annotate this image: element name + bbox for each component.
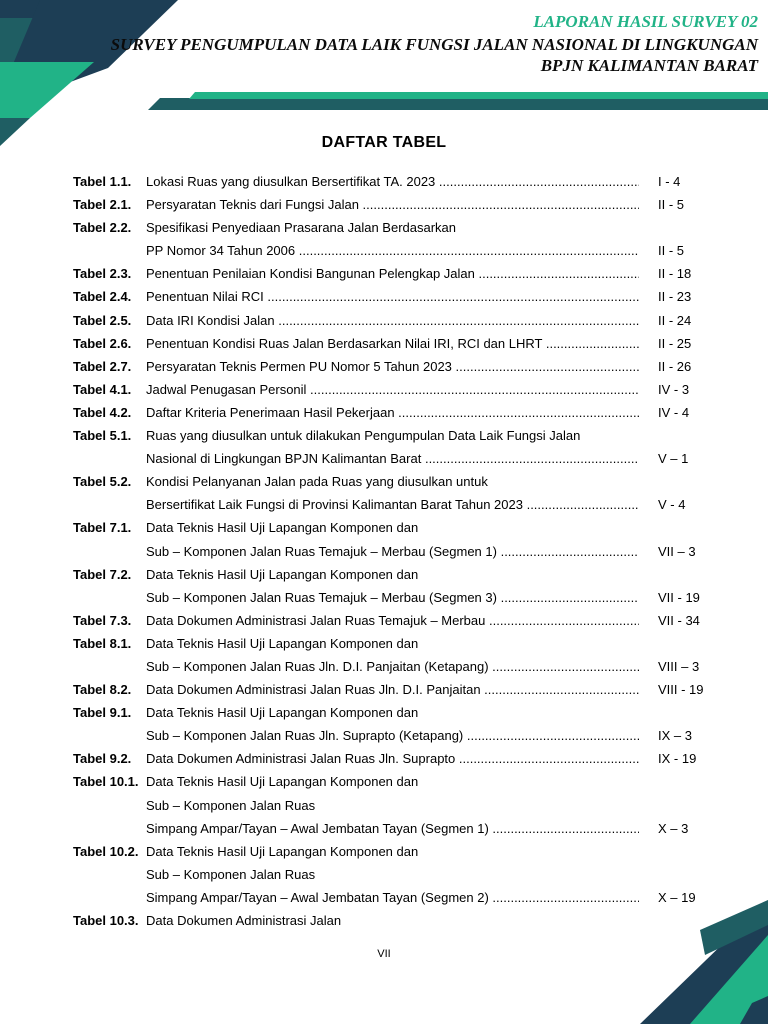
toc-entry-page: VII - 19 <box>658 589 700 605</box>
toc-entry-text: Data Dokumen Administrasi Jalan Ruas Jln. Suprapto ..... <box>146 747 639 770</box>
toc-row <box>73 747 713 770</box>
toc-entry-page: II - 26 <box>658 358 692 374</box>
toc-entry-text: Penentuan Nilai RCI ..... <box>146 285 639 308</box>
toc-row <box>73 678 713 701</box>
toc-entry-label: Tabel 2.2. <box>73 220 132 236</box>
toc-row <box>73 886 713 909</box>
toc-row <box>73 170 713 193</box>
toc-entry-page: II - 23 <box>658 289 692 305</box>
toc-row <box>73 724 713 747</box>
toc-row <box>73 470 713 493</box>
toc-entry-label: Tabel 2.4. <box>73 289 132 305</box>
toc-entry-page: VIII - 19 <box>658 682 704 698</box>
toc-entry-page: X – 19 <box>658 889 696 905</box>
toc-entry-text: Data Dokumen Administrasi Jalan <box>146 913 342 928</box>
report-header-label: LAPORAN HASIL SURVEY 02 <box>533 12 758 31</box>
toc-entry-label: Tabel 2.5. <box>73 312 132 328</box>
toc-entry-page: VII - 34 <box>658 612 700 628</box>
toc-entry-label: Tabel 10.3. <box>73 913 139 928</box>
toc-entry-text: Sub – Komponen Jalan Ruas Temajuk – Merbau (Segmen 1) ..... <box>146 540 639 563</box>
toc-entry-text: Data Teknis Hasil Uji Lapangan Komponen dan <box>146 774 419 790</box>
toc-entry-page: VIII – 3 <box>658 658 700 674</box>
toc-entry-text: Data Teknis Hasil Uji Lapangan Komponen dan <box>146 705 419 721</box>
toc-entry-text: Lokasi Ruas yang diusulkan Bersertifikat TA. 2023 ..... <box>146 170 639 193</box>
toc-entry-label: Tabel 7.2. <box>73 566 132 582</box>
toc-entry-text: Data Dokumen Administrasi Jalan Ruas Jln. D.I. Panjaitan ..... <box>146 678 639 701</box>
toc-row <box>73 770 713 793</box>
toc-entry-text: Persyaratan Teknis dari Fungsi Jalan ..... <box>146 193 639 216</box>
toc-entry-label: Tabel 7.1. <box>73 520 132 536</box>
toc-entry-label: Tabel 10.2. <box>73 843 139 859</box>
toc-entry-page: VII – 3 <box>658 543 696 559</box>
toc-entry-label: Tabel 2.3. <box>73 266 132 282</box>
toc-entry-page: II - 24 <box>658 312 692 328</box>
toc-entry-label: Tabel 2.7. <box>73 358 132 374</box>
toc-entry-text: Data IRI Kondisi Jalan ..... <box>146 309 639 332</box>
toc-row <box>73 216 713 239</box>
toc-row <box>73 193 713 216</box>
toc-row <box>73 794 713 817</box>
toc-entry-label: Tabel 8.2. <box>73 682 132 698</box>
toc-entry-text: Nasional di Lingkungan BPJN Kalimantan Barat ..... <box>146 447 639 470</box>
toc-entry-text: Simpang Ampar/Tayan – Awal Jembatan Tayan (Segmen 1) ..... <box>146 817 639 840</box>
toc-row <box>73 355 713 378</box>
toc-entry-page: II - 18 <box>658 266 692 282</box>
toc-entry-text: Data Teknis Hasil Uji Lapangan Komponen dan <box>146 635 419 651</box>
toc-entry-text: Persyaratan Teknis Permen PU Nomor 5 Tahun 2023 ..... <box>146 355 639 378</box>
toc-row <box>73 332 713 355</box>
toc-entry-text: PP Nomor 34 Tahun 2006 ..... <box>146 239 639 262</box>
toc-entry-page: IV - 3 <box>658 381 690 397</box>
toc-entry-label: Tabel 8.1. <box>73 635 132 651</box>
toc-row <box>73 447 713 470</box>
toc-row <box>73 909 713 932</box>
toc-entry-text: Penentuan Penilaian Kondisi Bangunan Pelengkap Jalan ..... <box>146 262 639 285</box>
toc-row <box>73 424 713 447</box>
toc-row <box>73 493 713 516</box>
toc-entry-text: Jadwal Penugasan Personil ..... <box>146 378 639 401</box>
toc-entry-label: Tabel 9.1. <box>73 705 132 721</box>
toc-entry-label: Tabel 9.2. <box>73 751 132 767</box>
toc-entry-page: II - 5 <box>658 197 685 213</box>
toc-row <box>73 609 713 632</box>
toc-row <box>73 701 713 724</box>
toc-entry-text: Data Dokumen Administrasi Jalan Ruas Temajuk – Merbau ..... <box>146 609 639 632</box>
toc-row <box>73 563 713 586</box>
report-header-subtitle: BPJN KALIMANTAN BARAT <box>540 56 758 75</box>
toc-row <box>73 239 713 262</box>
toc-entry-text: Simpang Ampar/Tayan – Awal Jembatan Tayan (Segmen 2) ..... <box>146 886 639 909</box>
toc-entry-page: I - 4 <box>658 174 681 189</box>
toc-row <box>73 840 713 863</box>
toc-entry-label: Tabel 10.1. <box>73 774 139 790</box>
toc-entry-page: V – 1 <box>658 451 689 467</box>
toc-row <box>73 285 713 308</box>
toc-row <box>73 632 713 655</box>
toc-entry-text: Sub – Komponen Jalan Ruas <box>146 797 316 813</box>
toc-entry-text: Bersertifikat Laik Fungsi di Provinsi Kalimantan Barat Tahun 2023 ..... <box>146 493 639 516</box>
toc-row <box>73 586 713 609</box>
toc-entry-text: Kondisi Pelanyanan Jalan pada Ruas yang diusulkan untuk <box>146 474 488 490</box>
toc-row <box>73 378 713 401</box>
toc-entry-page: IV - 4 <box>658 404 690 420</box>
toc-entry-text: Sub – Komponen Jalan Ruas Jln. Suprapto (Ketapang) ..... <box>146 724 639 747</box>
toc-entry-label: Tabel 5.2. <box>73 474 132 490</box>
toc-entry-page: IX - 19 <box>658 751 697 767</box>
toc-entry-text: Sub – Komponen Jalan Ruas Temajuk – Merbau (Segmen 3) ..... <box>146 586 639 609</box>
toc-row <box>73 540 713 563</box>
toc-row <box>73 863 713 886</box>
toc-entry-page: II - 5 <box>658 243 685 259</box>
toc-row <box>73 817 713 840</box>
toc-row <box>73 309 713 332</box>
toc-entry-label: Tabel 7.3. <box>73 612 132 628</box>
page-number: VII <box>377 948 391 960</box>
toc-row <box>73 401 713 424</box>
toc-entry-page: IX – 3 <box>658 728 692 744</box>
toc-row <box>73 516 713 539</box>
toc-entry-page: V - 4 <box>658 497 686 513</box>
toc-entry-label: Tabel 5.1. <box>73 428 132 444</box>
toc-entry-label: Tabel 2.6. <box>73 335 132 351</box>
page-title: DAFTAR TABEL <box>321 134 447 151</box>
toc-entry-text: Spesifikasi Penyediaan Prasarana Jalan Berdasarkan <box>146 220 457 236</box>
toc-entry-text: Daftar Kriteria Penerimaan Hasil Pekerjaan ..... <box>146 401 639 424</box>
toc-entry-text: Data Teknis Hasil Uji Lapangan Komponen dan <box>146 566 419 582</box>
toc-entry-text: Sub – Komponen Jalan Ruas <box>146 866 316 882</box>
toc-entry-page: X – 3 <box>658 820 689 836</box>
toc-entry-text: Penentuan Kondisi Ruas Jalan Berdasarkan Nilai IRI, RCI dan LHRT ..... <box>146 332 639 355</box>
toc-entry-text: Sub – Komponen Jalan Ruas Jln. D.I. Panjaitan (Ketapang) ..... <box>146 655 639 678</box>
toc-row <box>73 655 713 678</box>
toc-entry-text: Ruas yang diusulkan untuk dilakukan Pengumpulan Data Laik Fungsi Jalan <box>146 428 581 444</box>
toc-row <box>73 262 713 285</box>
toc-entry-text: Data Teknis Hasil Uji Lapangan Komponen dan <box>146 520 419 536</box>
toc-entry-label: Tabel 1.1. <box>73 174 132 189</box>
report-header-title: SURVEY PENGUMPULAN DATA LAIK FUNGSI JALAN NASIONAL DI LINGKUNGAN <box>110 35 758 54</box>
table-of-contents <box>73 170 713 932</box>
toc-entry-label: Tabel 2.1. <box>73 197 132 213</box>
toc-entry-label: Tabel 4.1. <box>73 381 132 397</box>
toc-entry-page: II - 25 <box>658 335 692 351</box>
toc-entry-text: Data Teknis Hasil Uji Lapangan Komponen dan <box>146 843 419 859</box>
toc-entry-label: Tabel 4.2. <box>73 404 132 420</box>
